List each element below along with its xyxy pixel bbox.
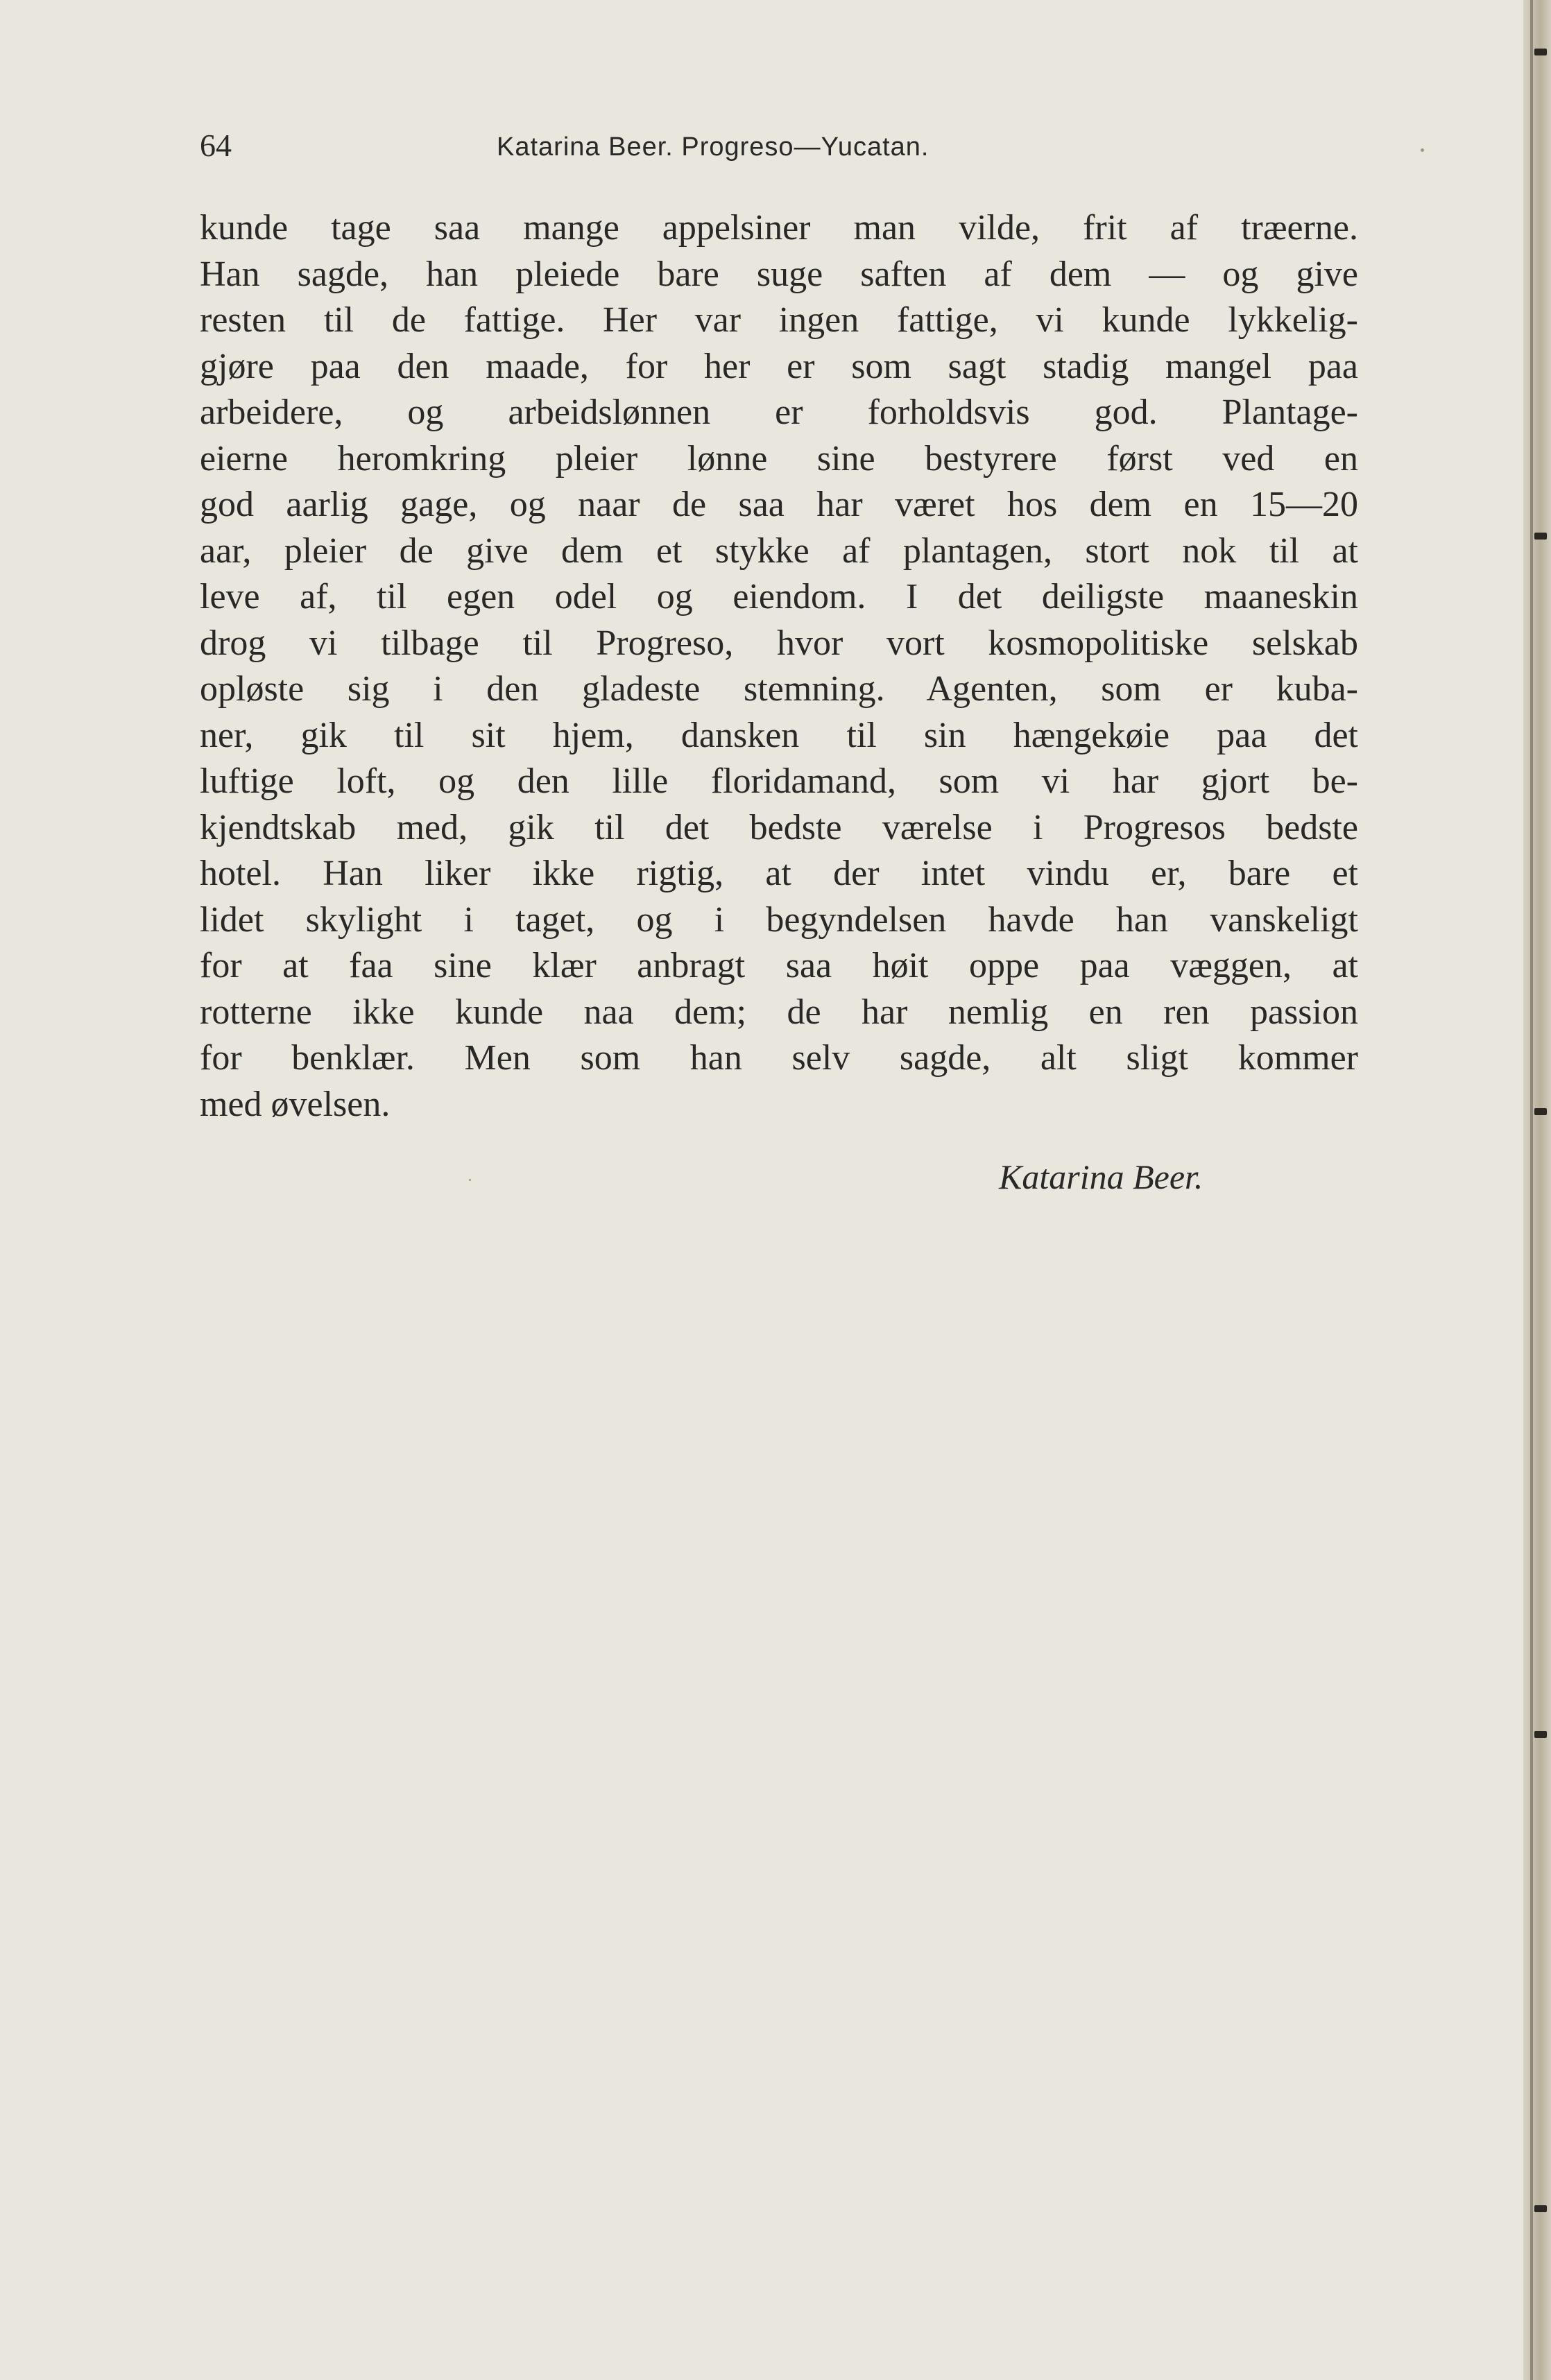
text-line: med øvelsen. xyxy=(200,1084,391,1124)
text-line: kunde tage saa mange appelsiner man vilde, frit af træerne. xyxy=(200,208,1358,248)
author-signature: Katarina Beer. xyxy=(999,1157,1203,1196)
text-line: luftige loft, og den lille floridamand, som vi har gjort be- xyxy=(200,761,1358,801)
page-edge xyxy=(1523,0,1551,2380)
text-line: for at faa sine klær anbragt saa høit oppe paa væggen, at xyxy=(200,946,1358,985)
running-title: Katarina Beer. Progreso—Yucatan. xyxy=(497,132,929,162)
text-line: rotterne ikke kunde naa dem; de har nemlig en ren passion xyxy=(200,992,1358,1032)
text-line: kjendtskab med, gik til det bedste værelse i Progresos bedste xyxy=(200,807,1358,847)
paper-speck xyxy=(469,1179,471,1181)
text-line: god aarlig gage, og naar de saa har været hos dem en 15—20 xyxy=(200,485,1358,524)
edge-mark xyxy=(1534,49,1547,55)
text-line: gjøre paa den maade, for her er som sagt stadig mangel paa xyxy=(200,346,1358,386)
edge-mark xyxy=(1534,1108,1547,1115)
text-line: lidet skylight i taget, og i begyndelsen havde han vanskeligt xyxy=(200,899,1358,940)
running-head xyxy=(200,125,1358,166)
body-text xyxy=(200,205,1358,1128)
text-line: ner, gik til sit hjem, dansken til sin hængekøie paa det xyxy=(200,715,1358,755)
text-line: opløste sig i den gladeste stemning. Agenten, som er kuba- xyxy=(200,669,1358,709)
text-line: Han sagde, han pleiede bare suge saften af dem — og give xyxy=(200,254,1358,294)
text-line: leve af, til egen odel og eiendom. I det deiligste maaneskin xyxy=(200,577,1358,616)
edge-mark xyxy=(1534,533,1547,540)
page-number: 64 xyxy=(200,128,232,163)
edge-mark xyxy=(1534,2205,1547,2212)
paper-speck xyxy=(1421,148,1424,152)
text-line: arbeidere, og arbeidslønnen er forholdsvis god. Plantage- xyxy=(200,393,1358,432)
text-line: hotel. Han liker ikke rigtig, at der intet vindu er, bare et xyxy=(200,854,1358,893)
edge-shadow-line xyxy=(1530,0,1533,2380)
text-line: aar, pleier de give dem et stykke af plantagen, stort nok til at xyxy=(200,531,1358,571)
text-line: for benklær. Men som han selv sagde, alt sligt kommer xyxy=(200,1038,1358,1078)
text-line: eierne heromkring pleier lønne sine bestyrere først ved en xyxy=(200,438,1358,478)
text-line: drog vi tilbage til Progreso, hvor vort kosmopolitiske selskab xyxy=(200,623,1358,663)
edge-mark xyxy=(1534,1731,1547,1738)
text-line: resten til de fattige. Her var ingen fattige, vi kunde lykkelig- xyxy=(200,300,1358,340)
